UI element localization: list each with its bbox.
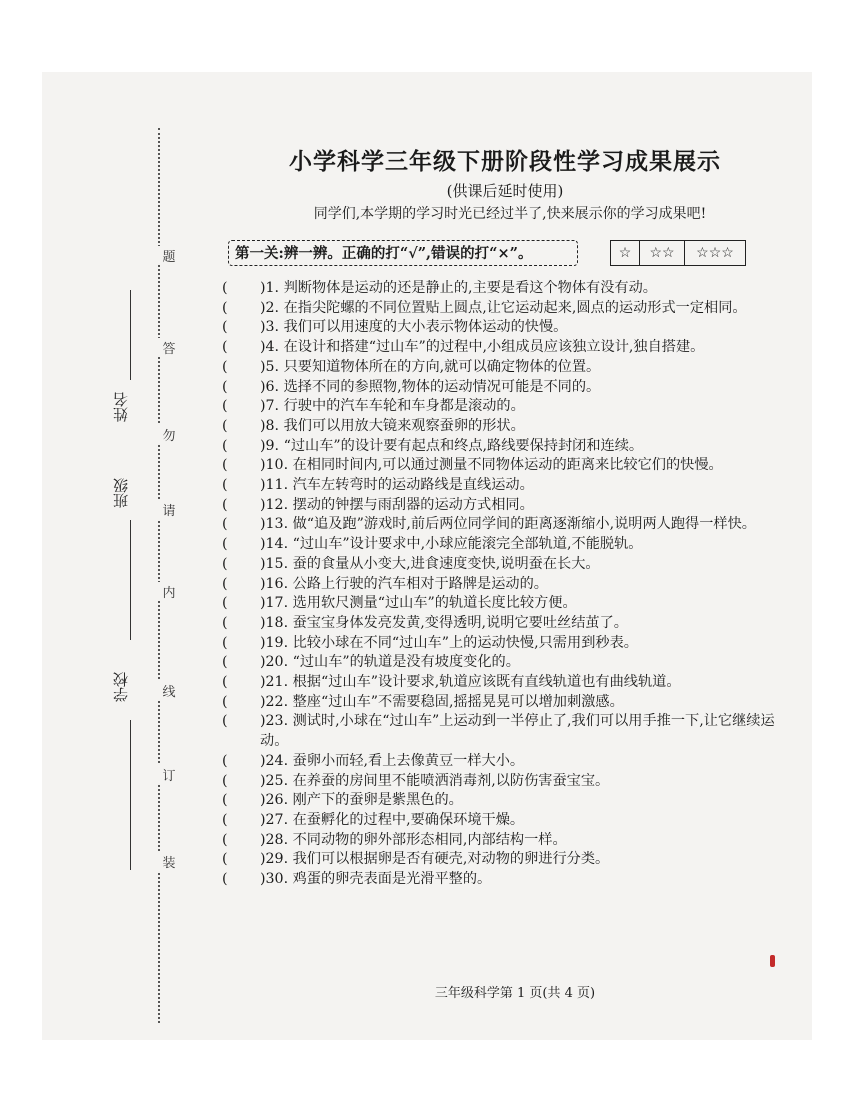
answer-blank[interactable]: (: [222, 674, 228, 691]
answer-blank[interactable]: (: [222, 299, 228, 316]
margin-word: 订: [158, 765, 180, 784]
question-text: )19. 比较小球在不同“过山车”上的运动快慢,只需用到秒表。: [260, 634, 638, 651]
answer-blank[interactable]: (: [222, 713, 228, 730]
question-text: )5. 只要知道物体所在的方向,就可以确定物体的位置。: [260, 358, 601, 375]
question-item: [222, 437, 787, 457]
question-item: [222, 279, 787, 299]
question-item: [222, 358, 787, 378]
question-item: [222, 299, 787, 319]
answer-blank[interactable]: (: [222, 654, 228, 671]
question-item: [222, 456, 787, 476]
question-text: )22. 整座“过山车”不需要稳固,摇摇晃晃可以增加刺激感。: [260, 693, 624, 710]
question-item: [222, 555, 787, 575]
answer-blank[interactable]: (: [222, 555, 228, 572]
answer-blank[interactable]: (: [222, 496, 228, 513]
question-text: )13. 做“追及跑”游戏时,前后两位同学间的距离逐渐缩小,说明两人跑得一样快。: [260, 516, 756, 533]
question-text: )17. 选用软尺测量“过山车”的轨道长度比较方便。: [260, 595, 577, 612]
question-text: )21. 根据“过山车”设计要求,轨道应该既有直线轨道也有曲线轨道。: [260, 674, 681, 691]
question-item: [222, 673, 787, 693]
margin-word: 请: [158, 500, 180, 519]
question-text: )25. 在养蚕的房间里不能喷洒消毒剂,以防伤害蚕宝宝。: [260, 772, 610, 789]
star-rating-three: ☆☆☆: [696, 245, 734, 261]
class-field-line: [130, 520, 131, 640]
question-text: )8. 我们可以用放大镜来观察蚕卵的形状。: [260, 417, 525, 434]
question-text: )11. 汽车左转弯时的运动路线是直线运动。: [260, 477, 534, 494]
name-field-label: 姓名: [112, 392, 130, 422]
question-text: )14. “过山车”设计要求中,小球应能滚完全部轨道,不能脱轨。: [260, 536, 643, 553]
question-text: )1. 判断物体是运动的还是静止的,主要是看这个物体有没有动。: [260, 280, 657, 296]
subtitle: (供课后延时使用): [446, 182, 564, 200]
question-text: )3. 我们可以用速度的大小表示物体运动的快慢。: [260, 319, 568, 336]
question-item: [222, 850, 787, 870]
question-item: [222, 752, 787, 772]
answer-blank[interactable]: (: [222, 280, 228, 296]
answer-blank[interactable]: (: [222, 811, 228, 828]
question-item: [222, 811, 787, 831]
question-item: [222, 614, 787, 634]
question-text: )20. “过山车”的轨道是没有坡度变化的。: [260, 654, 520, 671]
question-item: [222, 318, 787, 338]
question-item: [222, 870, 787, 890]
answer-blank[interactable]: (: [222, 417, 228, 434]
question-text: )7. 行驶中的汽车车轮和车身都是滚动的。: [260, 398, 525, 415]
answer-blank[interactable]: (: [222, 477, 228, 494]
question-text: )24. 蚕卵小而轻,看上去像黄豆一样大小。: [260, 752, 525, 769]
question-text: )30. 鸡蛋的卵壳表面是光滑平整的。: [260, 871, 492, 888]
answer-blank[interactable]: (: [222, 398, 228, 415]
answer-blank[interactable]: (: [222, 437, 228, 454]
question-item: [222, 535, 787, 555]
question-item: [222, 693, 787, 713]
star-rating-two: ☆☆: [640, 241, 685, 265]
answer-blank[interactable]: (: [222, 575, 228, 592]
answer-blank[interactable]: (: [222, 693, 228, 710]
question-item: [222, 712, 787, 751]
question-item: [222, 397, 787, 417]
margin-word: 题: [158, 246, 180, 265]
school-field-line: [130, 720, 131, 870]
margin-word: 答: [158, 338, 180, 357]
question-text: )26. 刚产下的蚕卵是紫黑色的。: [260, 792, 463, 809]
answer-blank[interactable]: (: [222, 536, 228, 553]
school-field-label: 学校: [112, 672, 130, 702]
red-pen-mark: [770, 955, 775, 967]
question-item: [222, 791, 787, 811]
question-item: [222, 772, 787, 792]
question-text: )29. 我们可以根据卵是否有硬壳,对动物的卵进行分类。: [260, 851, 610, 868]
section-heading: 第一关:辨一辨。正确的打“√”,错误的打“×”。: [228, 240, 578, 266]
margin-word: 勿: [158, 425, 180, 444]
question-text: )27. 在蚕孵化的过程中,要确保环境干燥。: [260, 811, 525, 828]
question-item: [222, 496, 787, 516]
answer-blank[interactable]: (: [222, 752, 228, 769]
answer-blank[interactable]: (: [222, 831, 228, 848]
margin-word: 内: [158, 582, 180, 601]
margin-word: 装: [158, 852, 180, 871]
answer-blank[interactable]: (: [222, 457, 228, 474]
answer-blank[interactable]: (: [222, 851, 228, 868]
answer-blank[interactable]: (: [222, 339, 228, 356]
question-item: [222, 653, 787, 673]
question-item: [222, 476, 787, 496]
star-rating-one: ☆: [611, 241, 640, 265]
question-item: [222, 594, 787, 614]
answer-blank[interactable]: (: [222, 772, 228, 789]
class-field-label: 班级: [112, 478, 130, 508]
margin-word: 线: [158, 681, 180, 700]
question-text: )12. 摆动的钟摆与雨刮器的运动方式相同。: [260, 496, 534, 513]
question-text: )15. 蚕的食量从小变大,进食速度变快,说明蚕在长大。: [260, 555, 600, 572]
question-text: )23. 测试时,小球在“过山车”上运动到一半停止了,我们可以用手推一下,让它继续运动。: [260, 713, 775, 750]
star-rating-box: [610, 240, 746, 266]
question-item: [222, 417, 787, 437]
intro-text: 同学们,本学期的学习时光已经过半了,快来展示你的学习成果吧!: [313, 206, 707, 222]
question-text: )28. 不同动物的卵外部形态相同,内部结构一样。: [260, 831, 567, 848]
question-item: [222, 515, 787, 535]
question-text: )4. 在设计和搭建“过山车”的过程中,小组成员应该独立设计,独自搭建。: [260, 339, 705, 356]
answer-blank[interactable]: (: [222, 634, 228, 651]
question-text: )2. 在指尖陀螺的不同位置贴上圆点,让它运动起来,圆点的运动形式一定相同。: [260, 299, 747, 316]
question-text: )10. 在相同时间内,可以通过测量不同物体运动的距离来比较它们的快慢。: [260, 457, 723, 474]
question-item: [222, 831, 787, 851]
page-title: 小学科学三年级下册阶段性学习成果展示: [289, 148, 721, 175]
question-item: [222, 634, 787, 654]
page-footer: 三年级科学第 1 页(共 4 页): [434, 986, 596, 1001]
answer-blank[interactable]: (: [222, 792, 228, 809]
question-text: )16. 公路上行驶的汽车相对于路牌是运动的。: [260, 575, 548, 592]
answer-blank[interactable]: (: [222, 595, 228, 612]
question-text: )9. “过山车”的设计要有起点和终点,路线要保持封闭和连续。: [260, 437, 644, 454]
answer-blank[interactable]: (: [222, 319, 228, 336]
answer-blank[interactable]: (: [222, 358, 228, 375]
question-item: [222, 575, 787, 595]
answer-blank[interactable]: (: [222, 871, 228, 888]
question-list: [222, 279, 787, 890]
question-text: )6. 选择不同的参照物,物体的运动情况可能是不同的。: [260, 378, 601, 395]
question-item: [222, 338, 787, 358]
answer-blank[interactable]: (: [222, 378, 228, 395]
question-text: )18. 蚕宝宝身体发亮发黄,变得透明,说明它要吐丝结茧了。: [260, 614, 628, 631]
answer-blank[interactable]: (: [222, 614, 228, 631]
question-item: [222, 378, 787, 398]
answer-blank[interactable]: (: [222, 516, 228, 533]
name-field-line: [130, 290, 131, 380]
